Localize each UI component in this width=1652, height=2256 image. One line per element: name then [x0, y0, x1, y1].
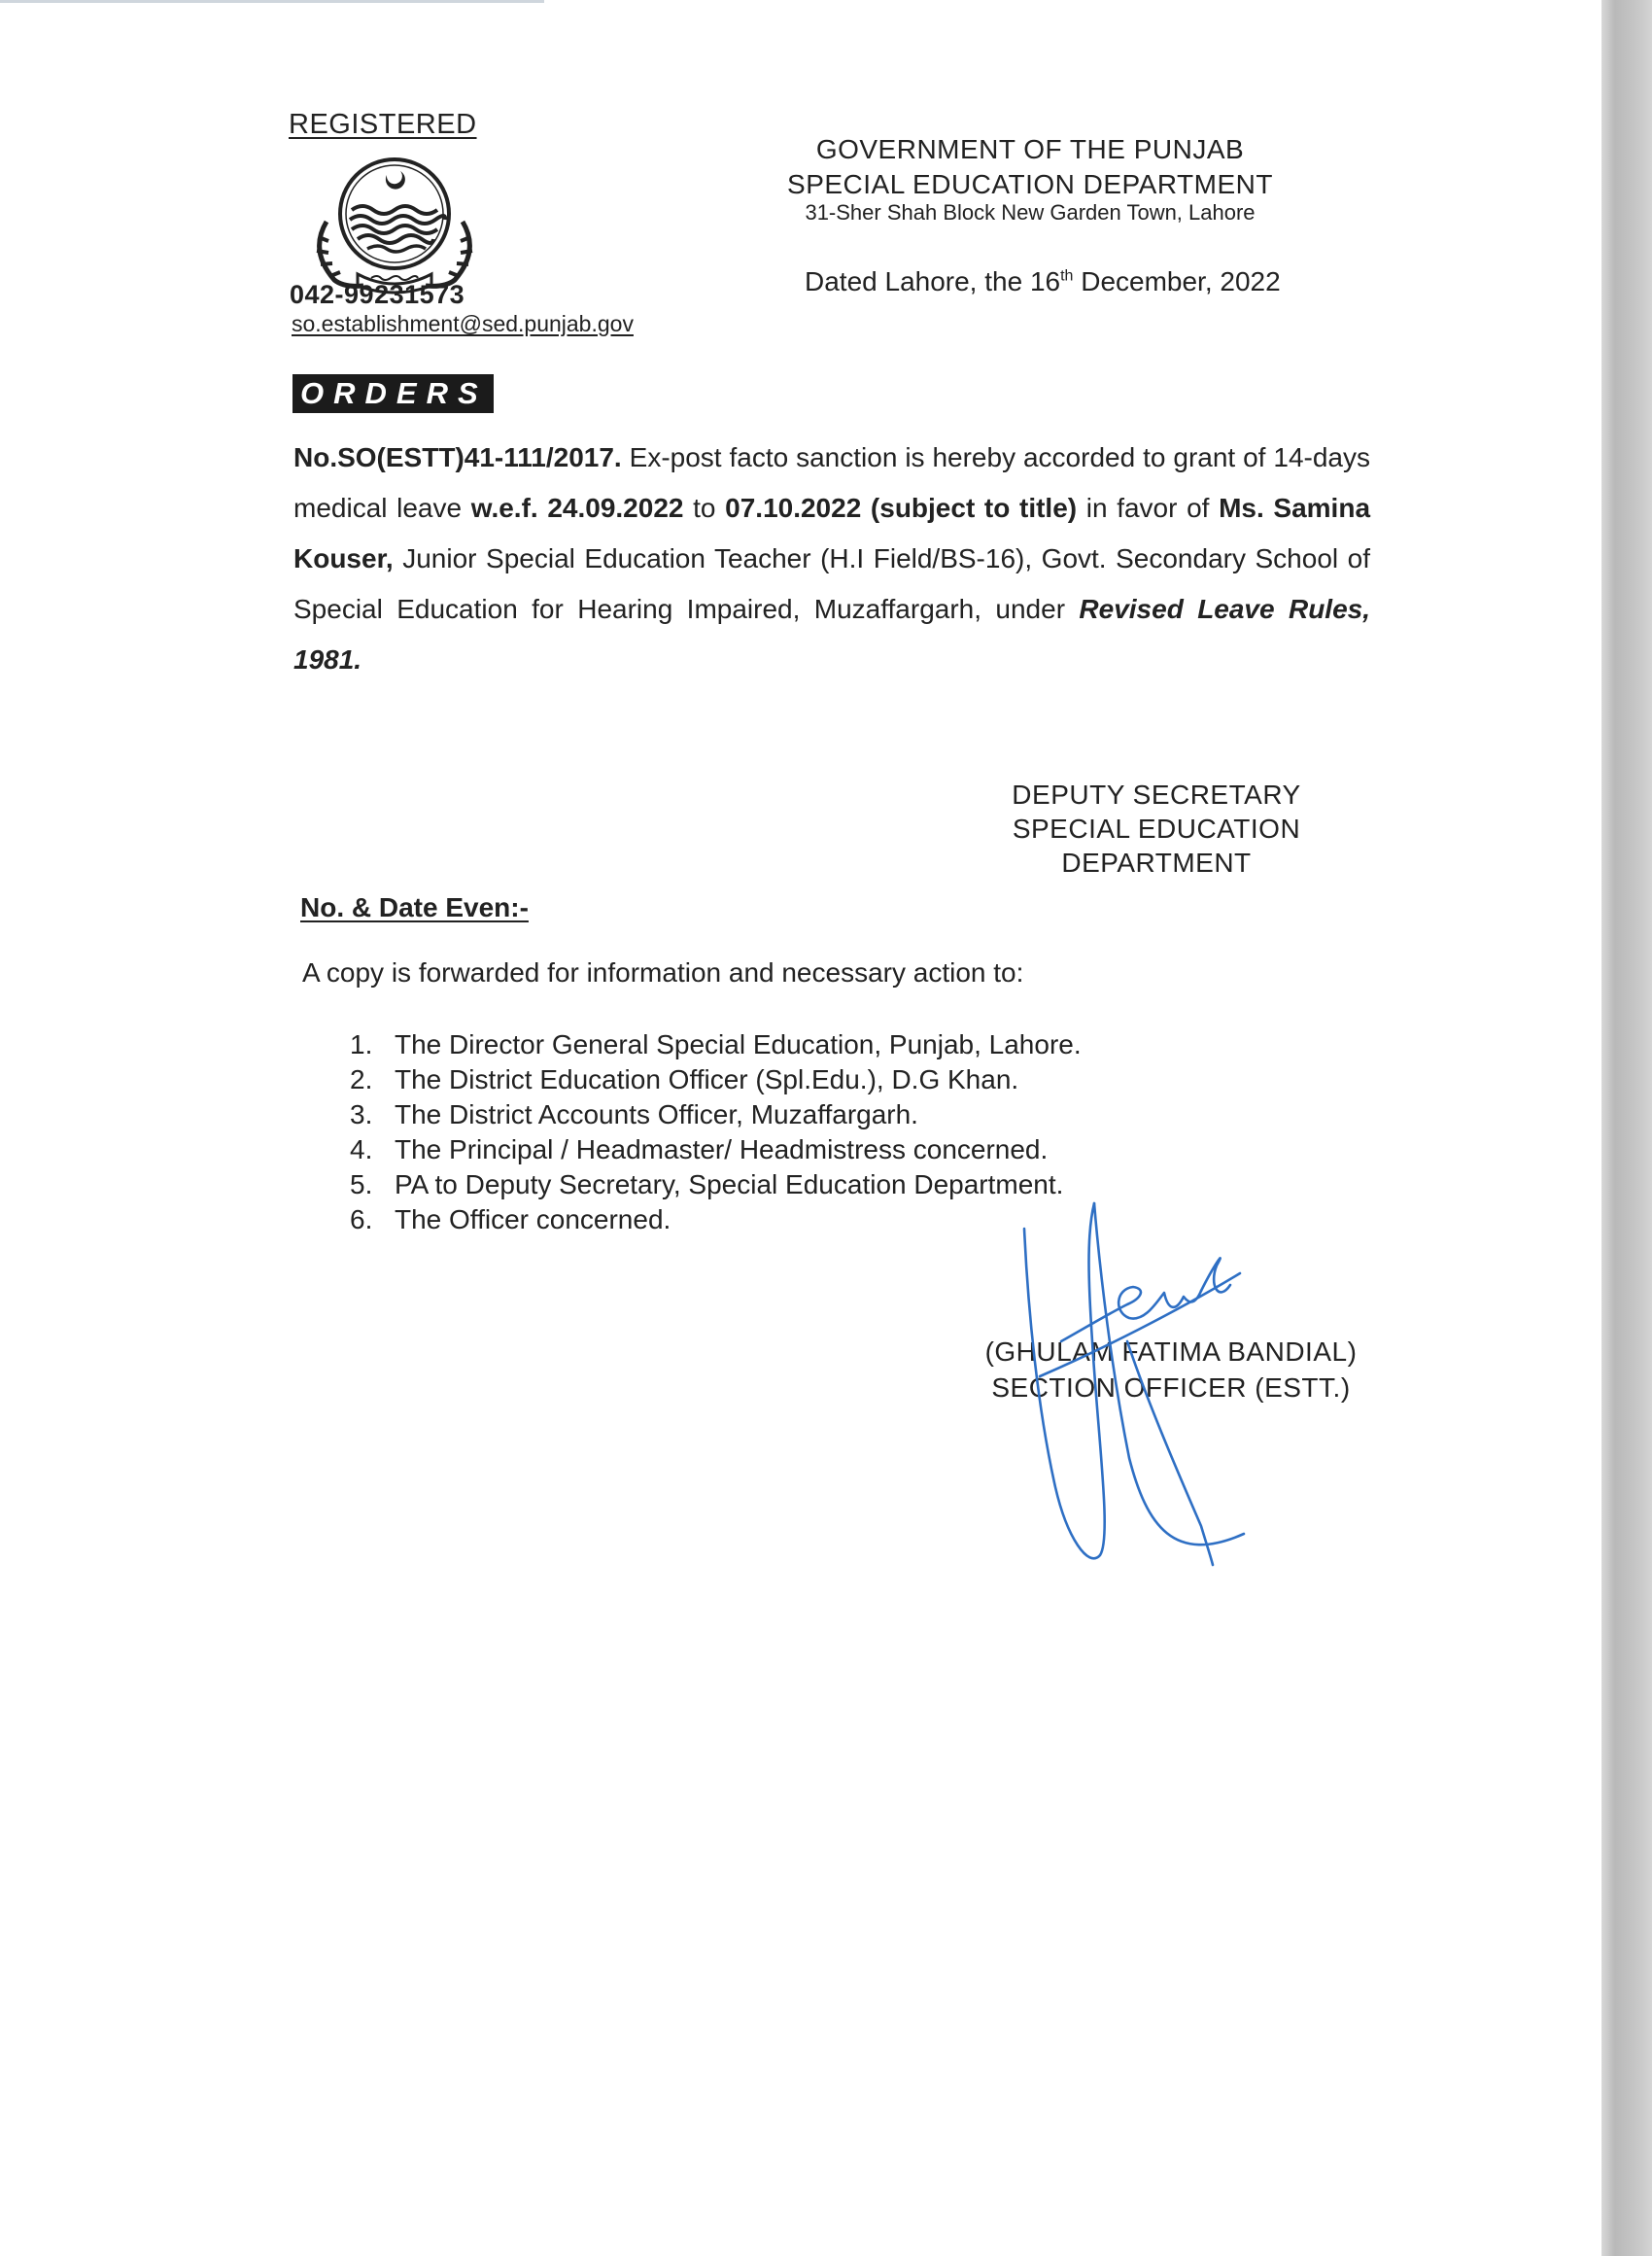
signoff-line: SPECIAL EDUCATION: [1012, 814, 1301, 844]
copy-forward-intro: A copy is forwarded for information and necessary action to:: [302, 957, 1024, 988]
scan-top-edge: [0, 0, 544, 3]
list-text: The Officer concerned.: [395, 1204, 671, 1234]
government-name: GOVERNMENT OF THE PUNJAB: [815, 134, 1245, 164]
list-item: [350, 1167, 1082, 1202]
list-item: [350, 1202, 1082, 1237]
list-number: 5.: [350, 1169, 373, 1199]
list-text: The District Education Officer (Spl.Edu.), D.G Khan.: [395, 1064, 1019, 1094]
order-paragraph: [293, 433, 1370, 685]
list-text: The Principal / Headmaster/ Headmistress concerned.: [395, 1134, 1049, 1164]
list-number: 3.: [350, 1099, 373, 1129]
employee-name: Ms. Samina Kouser,: [293, 493, 1371, 573]
officer-title: SECTION OFFICER (ESTT.): [991, 1372, 1351, 1403]
orders-heading: ORDERS: [293, 374, 494, 413]
date-ordinal: th: [1060, 267, 1074, 285]
list-number: 2.: [350, 1064, 373, 1094]
date-suffix: December, 2022: [1073, 266, 1281, 296]
contact-phone: 042-99231573: [290, 280, 465, 309]
leave-end: 07.10.2022 (subject to title): [725, 493, 1078, 523]
date-prefix: Dated Lahore, the 16: [805, 266, 1061, 296]
list-item: [350, 1097, 1082, 1132]
list-item: [350, 1132, 1082, 1167]
order-number: No.SO(ESTT)41-111/2017.: [293, 442, 622, 472]
no-date-even-label: No. & Date Even:-: [300, 892, 529, 922]
department-name: SPECIAL EDUCATION DEPARTMENT: [787, 169, 1273, 199]
order-text: in favor of: [1077, 493, 1220, 523]
list-item: [350, 1027, 1082, 1062]
order-text: to: [683, 493, 726, 523]
deputy-secretary-signoff: [933, 778, 1380, 880]
leave-start: w.e.f. 24.09.2022: [470, 493, 684, 523]
list-text: The Director General Special Education, Punjab, Lahore.: [395, 1029, 1082, 1059]
list-number: 6.: [350, 1204, 373, 1234]
officer-name: (GHULAM FATIMA BANDIAL): [984, 1336, 1358, 1367]
department-address: 31-Sher Shah Block New Garden Town, Lahore: [805, 200, 1256, 225]
punjab-government-emblem-icon: [297, 154, 492, 299]
order-text: Junior Special Education Teacher (H.I Field/BS-16), Govt. Secondary School of Special Education for Hearing Impaired, Muzaffargarh, under: [293, 543, 1370, 624]
list-number: 4.: [350, 1134, 373, 1164]
contact-email[interactable]: so.establishment@sed.punjab.gov: [292, 311, 634, 336]
list-item: [350, 1062, 1082, 1097]
order-text: Ex-post facto sanction is hereby accorded to grant of 14-days medical leave: [293, 442, 1370, 523]
signoff-line: DEPARTMENT: [1061, 848, 1252, 878]
letterhead-title: [748, 132, 1312, 202]
date-line: [805, 266, 1281, 297]
list-text: PA to Deputy Secretary, Special Education Department.: [395, 1169, 1064, 1199]
list-number: 1.: [350, 1029, 373, 1059]
signoff-line: DEPUTY SECRETARY: [1012, 780, 1301, 810]
handwritten-signature: [1011, 1196, 1263, 1575]
registered-label: REGISTERED: [289, 109, 477, 140]
copy-recipient-list: [350, 1027, 1082, 1237]
scan-right-edge: [1601, 0, 1652, 2256]
leave-rules: Revised Leave Rules, 1981.: [293, 594, 1370, 675]
list-text: The District Accounts Officer, Muzaffargarh.: [395, 1099, 918, 1129]
